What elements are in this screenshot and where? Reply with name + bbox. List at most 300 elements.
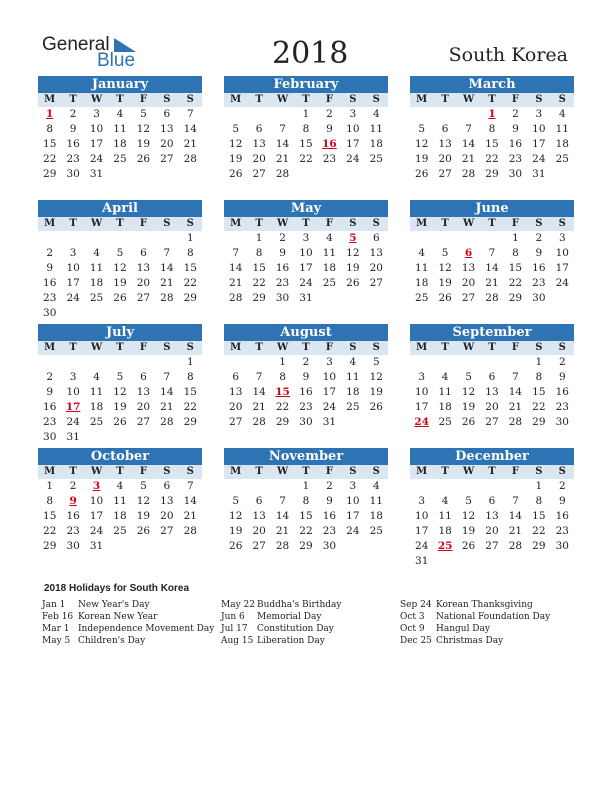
brand-logo bbox=[42, 34, 142, 72]
empty-day-cell bbox=[108, 231, 131, 246]
weekday-label: M bbox=[416, 94, 428, 105]
day-cell: 21 bbox=[160, 401, 174, 413]
day-grid bbox=[224, 231, 388, 306]
day-cell: 30 bbox=[532, 292, 546, 304]
holiday-date: 9 bbox=[69, 495, 77, 507]
day-cell: 15 bbox=[532, 510, 546, 522]
holiday-date-label: May 22 bbox=[221, 600, 255, 610]
weekday-label: T bbox=[69, 466, 77, 477]
empty-day-cell bbox=[247, 107, 270, 122]
month-november bbox=[224, 448, 388, 554]
day-cell: 25 bbox=[346, 401, 360, 413]
month-september bbox=[410, 324, 574, 430]
day-cell: 2 bbox=[46, 371, 54, 383]
day-cell: 19 bbox=[113, 401, 127, 413]
day-cell: 8 bbox=[302, 123, 310, 135]
weekday-header bbox=[38, 217, 202, 231]
weekday-label: M bbox=[416, 218, 428, 229]
day-cell: 4 bbox=[116, 108, 124, 120]
day-cell: 21 bbox=[508, 401, 523, 413]
holiday-date: 5 bbox=[349, 232, 357, 244]
month-title: April bbox=[38, 200, 202, 217]
day-cell: 12 bbox=[461, 386, 476, 398]
day-cell: 16 bbox=[508, 138, 523, 150]
day-cell: 10 bbox=[89, 123, 104, 135]
day-cell: 29 bbox=[485, 168, 499, 180]
day-cell: 13 bbox=[369, 247, 383, 259]
day-cell: 23 bbox=[43, 416, 57, 428]
day-cell: 26 bbox=[229, 540, 243, 552]
day-cell: 3 bbox=[535, 108, 543, 120]
day-cell: 15 bbox=[485, 138, 499, 150]
day-cell: 3 bbox=[418, 495, 426, 507]
weekday-label: M bbox=[44, 342, 56, 353]
day-cell: 26 bbox=[369, 401, 383, 413]
day-cell: 15 bbox=[252, 262, 266, 274]
day-cell: 16 bbox=[555, 510, 569, 522]
weekday-header bbox=[38, 93, 202, 107]
day-cell: 29 bbox=[43, 168, 57, 180]
holiday-row bbox=[42, 611, 214, 623]
weekday-label: F bbox=[325, 94, 333, 105]
holiday-date-label: Sep 24 bbox=[400, 600, 432, 610]
day-cell: 3 bbox=[302, 232, 310, 244]
day-cell: 28 bbox=[160, 292, 174, 304]
holiday-date: 6 bbox=[464, 247, 473, 259]
empty-day-cell bbox=[410, 479, 433, 494]
month-title: July bbox=[38, 324, 202, 341]
empty-day-cell bbox=[457, 107, 480, 122]
day-cell: 3 bbox=[326, 356, 333, 368]
month-title: September bbox=[410, 324, 574, 341]
day-cell: 10 bbox=[66, 386, 80, 398]
day-cell: 16 bbox=[275, 262, 290, 274]
weekday-label: T bbox=[302, 342, 310, 353]
weekday-header bbox=[224, 465, 388, 479]
day-cell: 22 bbox=[43, 153, 57, 165]
day-cell: 13 bbox=[160, 495, 174, 507]
weekday-label: W bbox=[90, 342, 103, 353]
weekday-label: M bbox=[44, 466, 56, 477]
day-grid bbox=[38, 355, 202, 445]
day-cell: 19 bbox=[369, 386, 383, 398]
month-may bbox=[224, 200, 388, 306]
day-cell: 30 bbox=[43, 431, 57, 443]
day-cell: 24 bbox=[89, 153, 104, 165]
empty-day-cell bbox=[224, 479, 247, 494]
day-cell: 10 bbox=[415, 510, 429, 522]
day-cell: 19 bbox=[113, 277, 127, 289]
day-cell: 7 bbox=[488, 247, 496, 259]
weekday-label: T bbox=[116, 466, 124, 477]
day-cell: 17 bbox=[415, 525, 429, 537]
day-cell: 17 bbox=[415, 401, 429, 413]
day-cell: 5 bbox=[441, 247, 449, 259]
day-cell: 1 bbox=[255, 232, 263, 244]
day-cell: 26 bbox=[346, 277, 360, 289]
day-cell: 9 bbox=[46, 386, 54, 398]
day-cell: 27 bbox=[252, 168, 266, 180]
day-cell: 19 bbox=[415, 153, 429, 165]
day-cell: 14 bbox=[275, 510, 290, 522]
day-cell: 30 bbox=[555, 416, 569, 428]
day-cell: 7 bbox=[465, 123, 472, 135]
day-cell: 8 bbox=[488, 123, 496, 135]
day-cell: 13 bbox=[160, 123, 174, 135]
day-cell: 22 bbox=[299, 153, 313, 165]
day-cell: 14 bbox=[183, 495, 197, 507]
empty-day-cell bbox=[410, 355, 433, 370]
day-grid bbox=[410, 231, 574, 306]
weekday-label: T bbox=[255, 218, 263, 229]
day-cell: 7 bbox=[232, 247, 240, 259]
day-cell: 20 bbox=[160, 138, 174, 150]
day-cell: 6 bbox=[255, 495, 263, 507]
empty-day-cell bbox=[504, 355, 527, 370]
empty-day-cell bbox=[457, 355, 480, 370]
day-cell: 20 bbox=[438, 153, 452, 165]
day-cell: 30 bbox=[322, 540, 337, 552]
day-cell: 11 bbox=[89, 386, 104, 398]
country-name: South Korea bbox=[448, 44, 568, 66]
day-cell: 14 bbox=[461, 138, 476, 150]
day-cell: 24 bbox=[89, 525, 104, 537]
day-cell: 5 bbox=[232, 495, 240, 507]
day-cell: 19 bbox=[136, 510, 151, 522]
day-cell: 5 bbox=[232, 123, 240, 135]
day-cell: 10 bbox=[66, 262, 80, 274]
weekday-header bbox=[224, 93, 388, 107]
day-cell: 24 bbox=[299, 277, 313, 289]
day-cell: 11 bbox=[346, 371, 360, 383]
month-august bbox=[224, 324, 388, 430]
day-cell: 28 bbox=[229, 292, 243, 304]
day-cell: 7 bbox=[512, 495, 519, 507]
day-cell: 30 bbox=[555, 540, 569, 552]
day-cell: 6 bbox=[488, 495, 496, 507]
empty-day-cell bbox=[433, 107, 456, 122]
day-cell: 5 bbox=[140, 480, 147, 492]
day-cell: 18 bbox=[438, 401, 452, 413]
day-cell: 29 bbox=[275, 416, 290, 428]
day-cell: 28 bbox=[183, 153, 197, 165]
day-cell: 18 bbox=[438, 525, 452, 537]
day-cell: 31 bbox=[299, 292, 313, 304]
weekday-label: S bbox=[163, 342, 171, 353]
day-cell: 28 bbox=[461, 168, 476, 180]
day-cell: 11 bbox=[369, 123, 383, 135]
day-cell: 14 bbox=[160, 386, 174, 398]
holiday-name: Korean New Year bbox=[78, 612, 158, 622]
day-cell: 23 bbox=[66, 525, 80, 537]
day-cell: 31 bbox=[66, 431, 80, 443]
weekday-label: S bbox=[163, 218, 171, 229]
weekday-label: S bbox=[372, 466, 380, 477]
day-cell: 14 bbox=[508, 510, 523, 522]
day-cell: 13 bbox=[252, 510, 266, 522]
month-title: March bbox=[410, 76, 574, 93]
weekday-label: F bbox=[325, 218, 333, 229]
day-cell: 14 bbox=[183, 123, 197, 135]
day-cell: 28 bbox=[485, 292, 499, 304]
empty-day-cell bbox=[433, 231, 456, 246]
holiday-column bbox=[42, 599, 214, 647]
day-cell: 27 bbox=[252, 540, 266, 552]
weekday-label: S bbox=[372, 94, 380, 105]
weekday-header bbox=[224, 217, 388, 231]
weekday-label: T bbox=[255, 342, 263, 353]
day-cell: 9 bbox=[558, 495, 566, 507]
day-cell: 18 bbox=[346, 386, 360, 398]
day-cell: 22 bbox=[183, 401, 197, 413]
weekday-label: M bbox=[230, 342, 242, 353]
day-cell: 24 bbox=[66, 292, 80, 304]
day-cell: 28 bbox=[252, 416, 266, 428]
holiday-name: Independence Movement Day bbox=[78, 624, 215, 634]
day-cell: 28 bbox=[508, 416, 523, 428]
day-cell: 20 bbox=[252, 153, 266, 165]
weekday-label: T bbox=[69, 94, 77, 105]
day-cell: 21 bbox=[183, 510, 197, 522]
day-cell: 28 bbox=[275, 168, 290, 180]
empty-day-cell bbox=[247, 479, 270, 494]
day-cell: 8 bbox=[46, 495, 54, 507]
weekday-label: T bbox=[441, 466, 449, 477]
day-cell: 22 bbox=[485, 153, 499, 165]
day-cell: 27 bbox=[160, 153, 174, 165]
day-cell: 14 bbox=[160, 262, 174, 274]
day-cell: 22 bbox=[299, 525, 313, 537]
weekday-label: T bbox=[488, 218, 496, 229]
month-july bbox=[38, 324, 202, 445]
day-cell: 16 bbox=[43, 401, 57, 413]
weekday-label: S bbox=[535, 218, 543, 229]
day-cell: 2 bbox=[69, 480, 77, 492]
holiday-row bbox=[400, 623, 550, 635]
empty-day-cell bbox=[410, 107, 433, 122]
day-cell: 20 bbox=[160, 510, 174, 522]
day-cell: 10 bbox=[346, 123, 360, 135]
weekday-header bbox=[410, 93, 574, 107]
day-cell: 26 bbox=[461, 540, 476, 552]
day-cell: 6 bbox=[163, 480, 171, 492]
day-cell: 6 bbox=[441, 123, 449, 135]
day-cell: 5 bbox=[140, 108, 147, 120]
day-cell: 24 bbox=[322, 401, 337, 413]
day-cell: 15 bbox=[299, 510, 313, 522]
weekday-label: T bbox=[69, 218, 77, 229]
day-cell: 8 bbox=[186, 247, 194, 259]
day-cell: 27 bbox=[438, 168, 452, 180]
day-cell: 4 bbox=[93, 247, 100, 259]
day-cell: 20 bbox=[369, 262, 383, 274]
day-cell: 29 bbox=[43, 540, 57, 552]
weekday-label: F bbox=[139, 466, 147, 477]
day-cell: 27 bbox=[136, 292, 151, 304]
day-cell: 24 bbox=[532, 153, 546, 165]
weekday-label: T bbox=[255, 466, 263, 477]
day-cell: 30 bbox=[66, 168, 80, 180]
day-cell: 24 bbox=[66, 416, 80, 428]
day-cell: 2 bbox=[69, 108, 77, 120]
empty-day-cell bbox=[480, 231, 503, 246]
month-title: January bbox=[38, 76, 202, 93]
empty-day-cell bbox=[224, 355, 247, 370]
day-cell: 1 bbox=[186, 232, 194, 244]
day-cell: 19 bbox=[438, 277, 452, 289]
empty-day-cell bbox=[410, 231, 433, 246]
day-cell: 25 bbox=[555, 153, 569, 165]
day-cell: 7 bbox=[186, 480, 194, 492]
empty-day-cell bbox=[224, 107, 247, 122]
day-cell: 11 bbox=[415, 262, 429, 274]
day-cell: 18 bbox=[322, 262, 337, 274]
holiday-date-label: Aug 15 bbox=[221, 636, 254, 646]
day-cell: 9 bbox=[279, 247, 286, 259]
day-cell: 26 bbox=[113, 292, 127, 304]
day-cell: 14 bbox=[275, 138, 290, 150]
empty-day-cell bbox=[132, 231, 155, 246]
day-cell: 13 bbox=[136, 386, 151, 398]
day-cell: 13 bbox=[229, 386, 243, 398]
holiday-row bbox=[42, 599, 214, 611]
empty-day-cell bbox=[38, 355, 61, 370]
day-cell: 12 bbox=[113, 386, 127, 398]
day-cell: 3 bbox=[69, 371, 77, 383]
weekday-label: S bbox=[349, 342, 357, 353]
holiday-date-label: Oct 3 bbox=[400, 612, 425, 622]
day-cell: 21 bbox=[229, 277, 243, 289]
month-december bbox=[410, 448, 574, 569]
holiday-date-label: Oct 9 bbox=[400, 624, 425, 634]
holiday-column bbox=[400, 599, 550, 647]
day-cell: 3 bbox=[418, 371, 426, 383]
day-cell: 17 bbox=[346, 138, 360, 150]
day-cell: 16 bbox=[66, 138, 80, 150]
weekday-label: W bbox=[462, 466, 475, 477]
holiday-date: 15 bbox=[275, 386, 290, 398]
day-cell: 26 bbox=[136, 525, 151, 537]
holiday-date: 16 bbox=[322, 138, 337, 150]
day-cell: 7 bbox=[163, 247, 171, 259]
day-cell: 25 bbox=[369, 153, 383, 165]
day-cell: 12 bbox=[461, 510, 476, 522]
day-cell: 25 bbox=[89, 292, 104, 304]
month-april bbox=[38, 200, 202, 321]
weekday-label: F bbox=[511, 94, 519, 105]
day-cell: 28 bbox=[183, 525, 197, 537]
day-cell: 21 bbox=[183, 138, 197, 150]
day-cell: 26 bbox=[136, 153, 151, 165]
day-cell: 30 bbox=[508, 168, 523, 180]
day-cell: 29 bbox=[532, 416, 546, 428]
weekday-label: S bbox=[372, 342, 380, 353]
day-cell: 21 bbox=[275, 525, 290, 537]
holiday-date-label: Jun 6 bbox=[221, 612, 245, 622]
day-grid bbox=[410, 355, 574, 430]
day-cell: 18 bbox=[89, 401, 104, 413]
day-cell: 21 bbox=[160, 277, 174, 289]
day-cell: 14 bbox=[508, 386, 523, 398]
day-cell: 16 bbox=[322, 510, 337, 522]
day-cell: 13 bbox=[438, 138, 452, 150]
day-cell: 8 bbox=[535, 495, 543, 507]
day-cell: 12 bbox=[438, 262, 452, 274]
weekday-header bbox=[410, 217, 574, 231]
month-title: May bbox=[224, 200, 388, 217]
holiday-row bbox=[400, 611, 550, 623]
weekday-label: T bbox=[116, 218, 124, 229]
month-title: February bbox=[224, 76, 388, 93]
weekday-label: T bbox=[116, 342, 124, 353]
day-cell: 6 bbox=[488, 371, 496, 383]
empty-day-cell bbox=[247, 355, 270, 370]
day-cell: 27 bbox=[461, 292, 476, 304]
day-cell: 8 bbox=[512, 247, 519, 259]
day-grid bbox=[410, 107, 574, 182]
empty-day-cell bbox=[433, 355, 456, 370]
day-cell: 12 bbox=[369, 371, 383, 383]
day-cell: 22 bbox=[183, 277, 197, 289]
weekday-label: W bbox=[90, 466, 103, 477]
weekday-label: W bbox=[90, 94, 103, 105]
day-cell: 22 bbox=[252, 277, 266, 289]
weekday-label: M bbox=[416, 342, 428, 353]
weekday-label: M bbox=[230, 218, 242, 229]
weekday-label: S bbox=[535, 342, 543, 353]
empty-day-cell bbox=[132, 355, 155, 370]
weekday-label: T bbox=[441, 94, 449, 105]
day-cell: 13 bbox=[252, 138, 266, 150]
day-cell: 6 bbox=[140, 247, 147, 259]
day-grid bbox=[224, 107, 388, 182]
holiday-row bbox=[221, 623, 341, 635]
weekday-label: S bbox=[163, 466, 171, 477]
day-cell: 19 bbox=[229, 525, 243, 537]
holiday-date-label: Dec 25 bbox=[400, 636, 432, 646]
day-cell: 9 bbox=[69, 123, 77, 135]
day-cell: 8 bbox=[46, 123, 54, 135]
day-cell: 29 bbox=[299, 540, 313, 552]
day-cell: 6 bbox=[372, 232, 380, 244]
day-cell: 5 bbox=[418, 123, 426, 135]
day-cell: 17 bbox=[346, 510, 360, 522]
holiday-row bbox=[221, 599, 341, 611]
weekday-label: T bbox=[441, 342, 449, 353]
day-cell: 12 bbox=[136, 123, 151, 135]
day-cell: 17 bbox=[89, 138, 104, 150]
weekday-label: T bbox=[441, 218, 449, 229]
day-cell: 25 bbox=[89, 416, 104, 428]
weekday-label: M bbox=[416, 466, 428, 477]
month-february bbox=[224, 76, 388, 182]
day-cell: 21 bbox=[275, 153, 290, 165]
day-cell: 4 bbox=[441, 371, 449, 383]
weekday-label: W bbox=[276, 218, 289, 229]
day-cell: 17 bbox=[322, 386, 337, 398]
day-cell: 8 bbox=[255, 247, 263, 259]
day-cell: 28 bbox=[160, 416, 174, 428]
weekday-label: T bbox=[116, 94, 124, 105]
day-cell: 7 bbox=[512, 371, 519, 383]
day-cell: 23 bbox=[555, 525, 569, 537]
day-cell: 15 bbox=[183, 386, 197, 398]
day-cell: 21 bbox=[508, 525, 523, 537]
day-cell: 16 bbox=[532, 262, 546, 274]
day-cell: 20 bbox=[252, 525, 266, 537]
day-cell: 23 bbox=[555, 401, 569, 413]
weekday-label: W bbox=[462, 342, 475, 353]
